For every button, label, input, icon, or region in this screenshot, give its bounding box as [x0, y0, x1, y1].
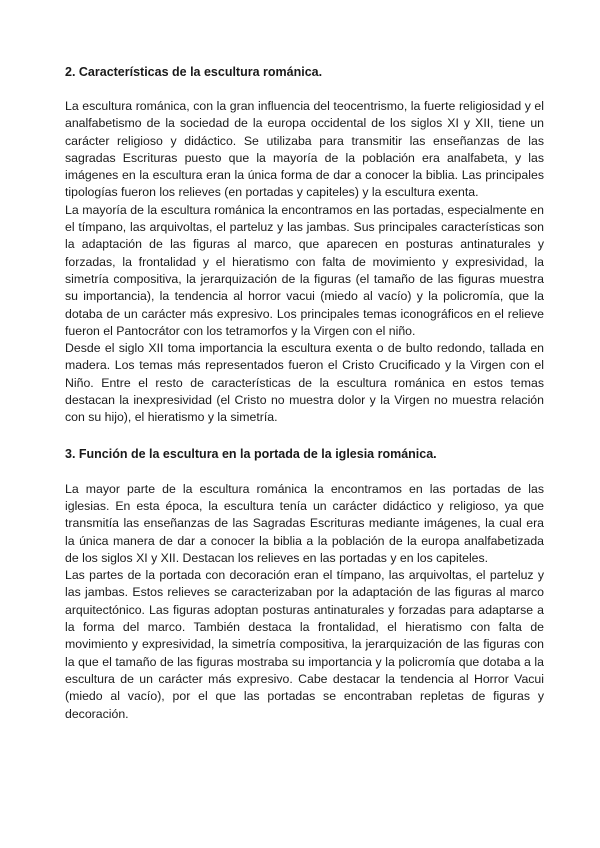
paragraph: Las partes de la portada con decoración eran el tímpano, las arquivoltas, el parteluz y las jambas. Estos relieves se caracterizaban por la adaptación de las figuras al marco arquitectónico. Las figuras adoptan posturas antinaturales y forzadas para adaptarse a la forma del marco. También destaca la frontalidad, el hieratismo con falta de movimiento y expresividad, la simetría compositiva, la jerarquización de las figuras con la que el tamaño de las figuras mostraba su importancia y la policromía que dotaba a la escultura de un carácter más expresivo. Cabe destacar la tendencia al Horror Vacui (miedo al vacío), por el que las portadas se encontraban repletas de figuras y decoración. [65, 568, 544, 721]
section-funcion-portada [65, 446, 544, 723]
section-title: 3. Función de la escultura en la portada de la iglesia románica. [65, 446, 437, 461]
paragraph: La mayor parte de la escultura románica la encontramos en las portadas de las iglesias. En esta época, la escultura tenía un carácter didáctico y religioso, ya que transmitía las enseñanzas de las Sagradas Escrituras mediante imágenes, la cual era la única manera de dar a conocer la biblia a la población de la europa analfabetizada de los siglos XI y XII. Destacan los relieves en las portadas y en los capiteles. [65, 481, 544, 565]
paragraph: Desde el siglo XII toma importancia la escultura exenta o de bulto redondo, tallada en madera. Los temas más representados fueron el Cristo Crucificado y la Virgen con el Niño. Entre el resto de características de la escultura románica en estos temas destacan la inexpresividad (el Cristo no muestra dolor y la Virgen no muestra relación con su hijo), el hieratismo y la simetría. [65, 341, 544, 425]
paragraph: La mayoría de la escultura románica la encontramos en las portadas, especialmente en el tímpano, las arquivoltas, el parteluz y las jambas. Sus principales características son la adaptación de las figuras al marco, que aparecen en posturas antinaturales y forzadas, la frontalidad y el hieratismo con falta de movimiento y expresividad, la simetría compositiva, la jerarquización de la figuras (el tamaño de las figuras muestra su importancia), la tendencia al horror vacui (miedo al vacío) y la policromía, que la dotaba de un carácter más expresivo. Los principales temas iconográficos en el relieve fueron el Pantocrátor con los tetramorfos y la Virgen con el niño. [65, 202, 544, 338]
section-title: 2. Características de la escultura románica. [65, 65, 323, 79]
document-page [65, 64, 544, 723]
section-caracteristicas [65, 64, 544, 427]
paragraph: La escultura románica, con la gran influencia del teocentrismo, la fuerte religiosidad y el analfabetismo de la sociedad de la europa occidental de los siglos XI y XII, tiene un carácter religioso y didáctico. Se utilizaba para transmitir las enseñanzas de las sagradas Escrituras puesto que la mayoría de la población era analfabeta, y las imágenes en la escultura eran la única forma de dar a conocer la biblia. Las principales tipologías fueron los relieves (en portadas y capiteles) y la escultura exenta. [65, 99, 544, 200]
